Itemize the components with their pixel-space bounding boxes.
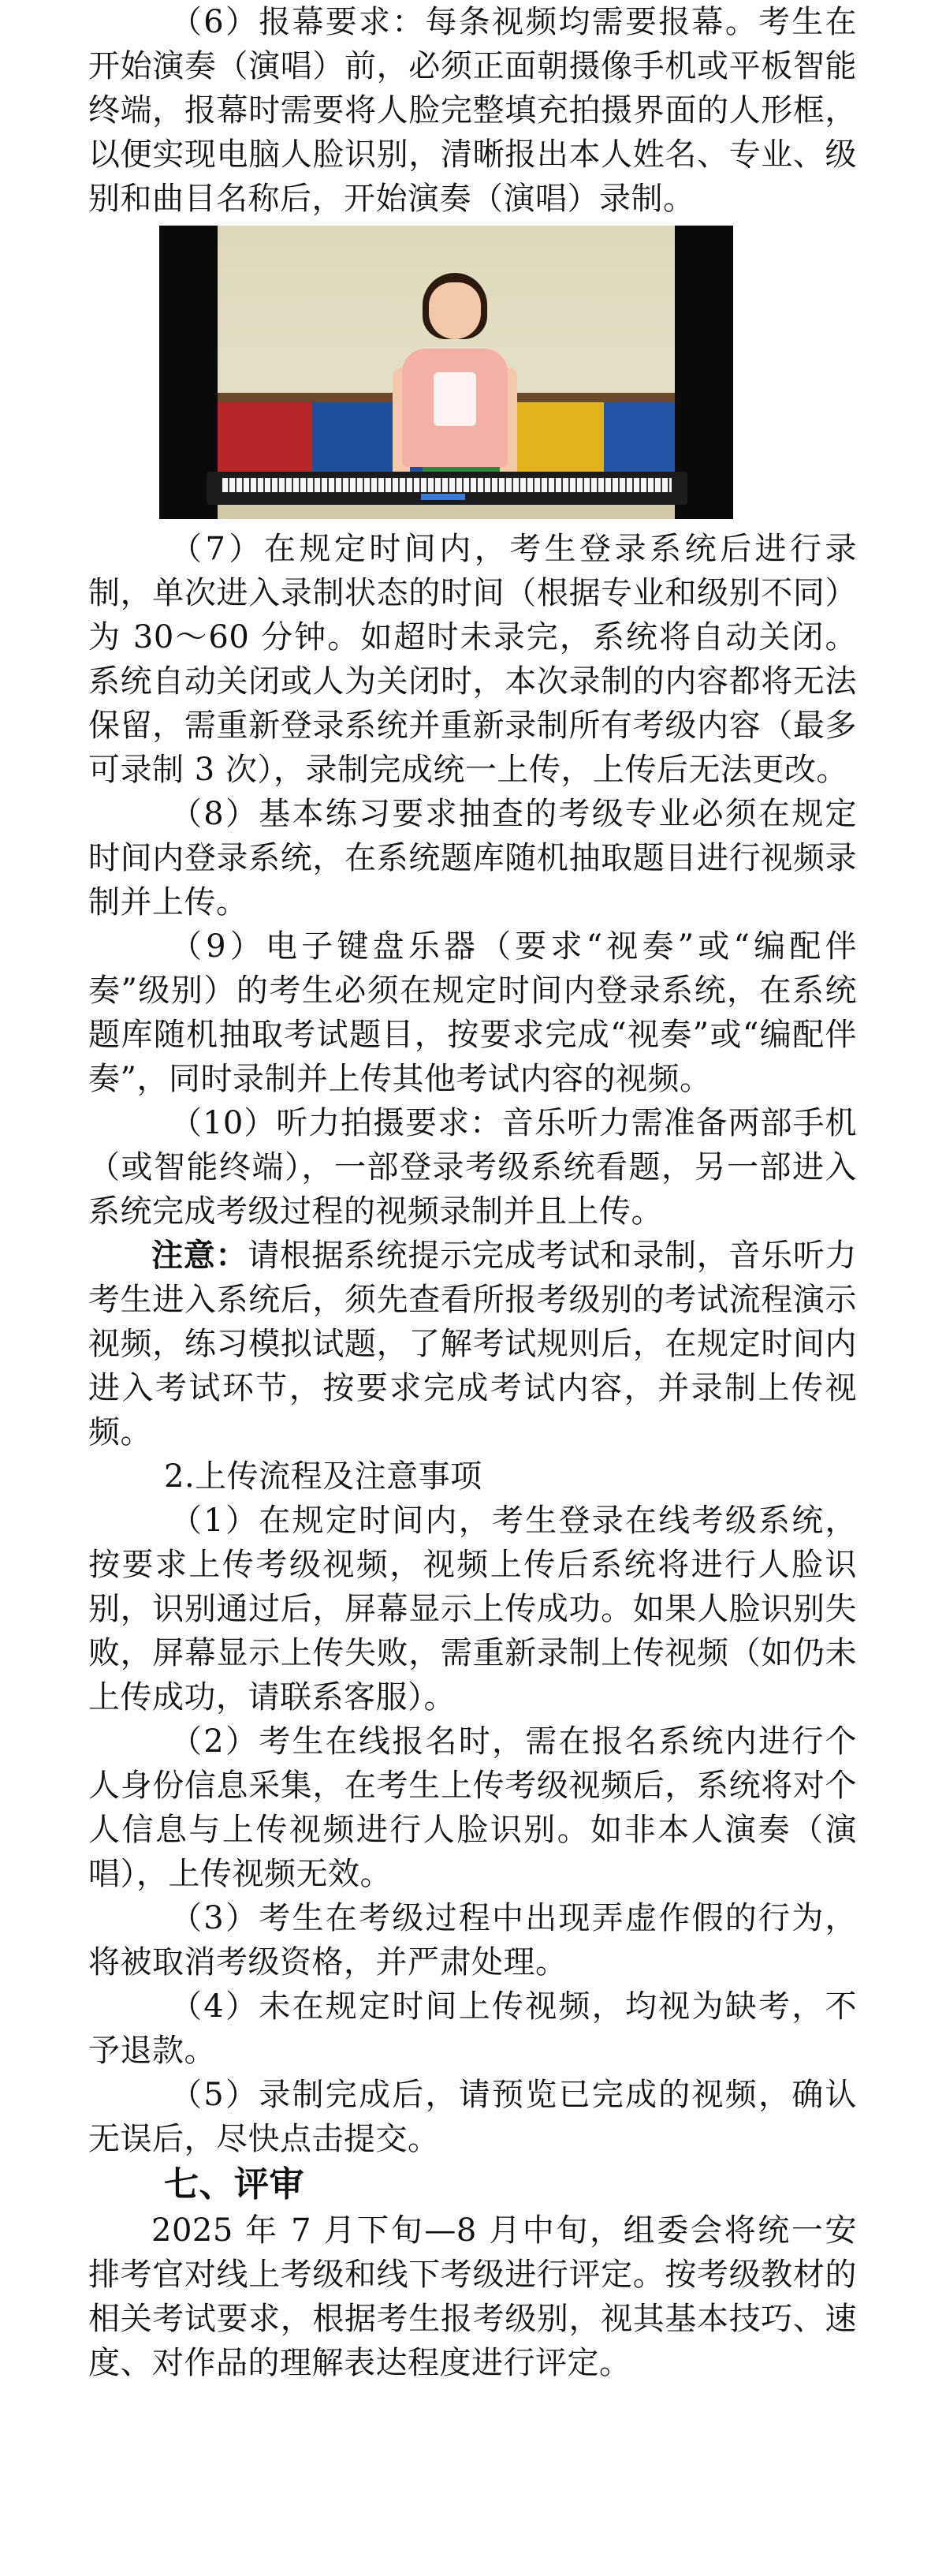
upload-item-5: （5）录制完成后，请预览已完成的视频，确认无误后，尽快点击提交。 xyxy=(88,2077,857,2157)
upload-item-4: （4）未在规定时间上传视频，均视为缺考，不予退款。 xyxy=(88,1988,857,2069)
shirt-print xyxy=(434,372,476,426)
note-text: 请根据系统提示完成考试和录制，音乐听力考生进入系统后，须先查看所报考级别的考试流程演示视频，练习模拟试题，了解考试规则后，在规定时间内进入考试环节，按要求完成考试内容，并录制上传视频。 xyxy=(88,1238,858,1450)
upload-item-1: （1）在规定时间内，考生登录在线考级系统，按要求上传考级视频，视频上传后系统将进行人脸识别，识别通过后，屏幕显示上传成功。如果人脸识别失败，屏幕显示上传失败，需重新录制上传视频（如仍未上传成功，请联系客服）。 xyxy=(88,1503,857,1715)
electronic-keyboard xyxy=(207,472,687,505)
student-face xyxy=(429,282,481,339)
paragraph-item-6: （6）报幕要求：每条视频均需要报幕。考生在开始演奏（演唱）前，必须正面朝摄像手机或平板智能终端，报幕时需要将人脸完整填充拍摄界面的人形框，以便实现电脑人脸识别，清晰报出本人姓名、专业、级别和曲目名称后，开始演奏（演唱）录制。 xyxy=(88,4,857,217)
note-paragraph xyxy=(88,1234,857,1454)
section-7-heading: 七、评审 xyxy=(164,2164,304,2205)
keyboard-display xyxy=(421,494,465,500)
review-paragraph: 2025 年 7 月下旬—8 月中旬，组委会将统一安排考官对线上考级和线下考级进行评定。按考级教材的相关考试要求，根据考生报考级别，视其基本技巧、速度、对作品的理解表达程度进行评定。 xyxy=(88,2212,857,2381)
upload-item-2: （2）考生在线报名时，需在报名系统内进行个人身份信息采集，在考生上传考级视频后，系统将对个人信息与上传视频进行人脸识别。如非本人演奏（演唱），上传视频无效。 xyxy=(88,1723,857,1892)
paragraph-item-9: （9）电子键盘乐器（要求“视奏”或“编配伴奏”级别）的考生必须在规定时间内登录系统，在系统题库随机抽取考试题目，按要求完成“视奏”或“编配伴奏”，同时录制并上传其他考试内容的视频。 xyxy=(88,928,857,1097)
document-body xyxy=(88,0,857,2385)
paragraph-item-7: （7）在规定时间内，考生登录系统后进行录制，单次进入录制状态的时间（根据专业和级别不同）为 30～60 分钟。如超时未录完，系统将自动关闭。系统自动关闭或人为关闭时，本次录制的内容都将无法保留，需重新登录系统并重新录制所有考级内容（最多可录制 3 次），录制完成统一上传，上传后无法更改。 xyxy=(88,531,857,788)
section-2-title: 2.上传流程及注意事项 xyxy=(164,1458,482,1495)
note-label: 注意： xyxy=(151,1237,248,1274)
paragraph-item-8: （8）基本练习要求抽查的考级专业必须在规定时间内登录系统，在系统题库随机抽取题目进行视频录制并上传。 xyxy=(88,796,857,920)
keyboard-keys xyxy=(222,478,672,492)
upload-item-3: （3）考生在考级过程中出现弄虚作假的行为，将被取消考级资格，并严肃处理。 xyxy=(88,1900,857,1981)
example-photo xyxy=(159,226,733,519)
paragraph-item-10: （10）听力拍摄要求：音乐听力需准备两部手机（或智能终端），一部登录考级系统看题，另一部进入系统完成考级过程的视频录制并且上传。 xyxy=(88,1105,857,1230)
